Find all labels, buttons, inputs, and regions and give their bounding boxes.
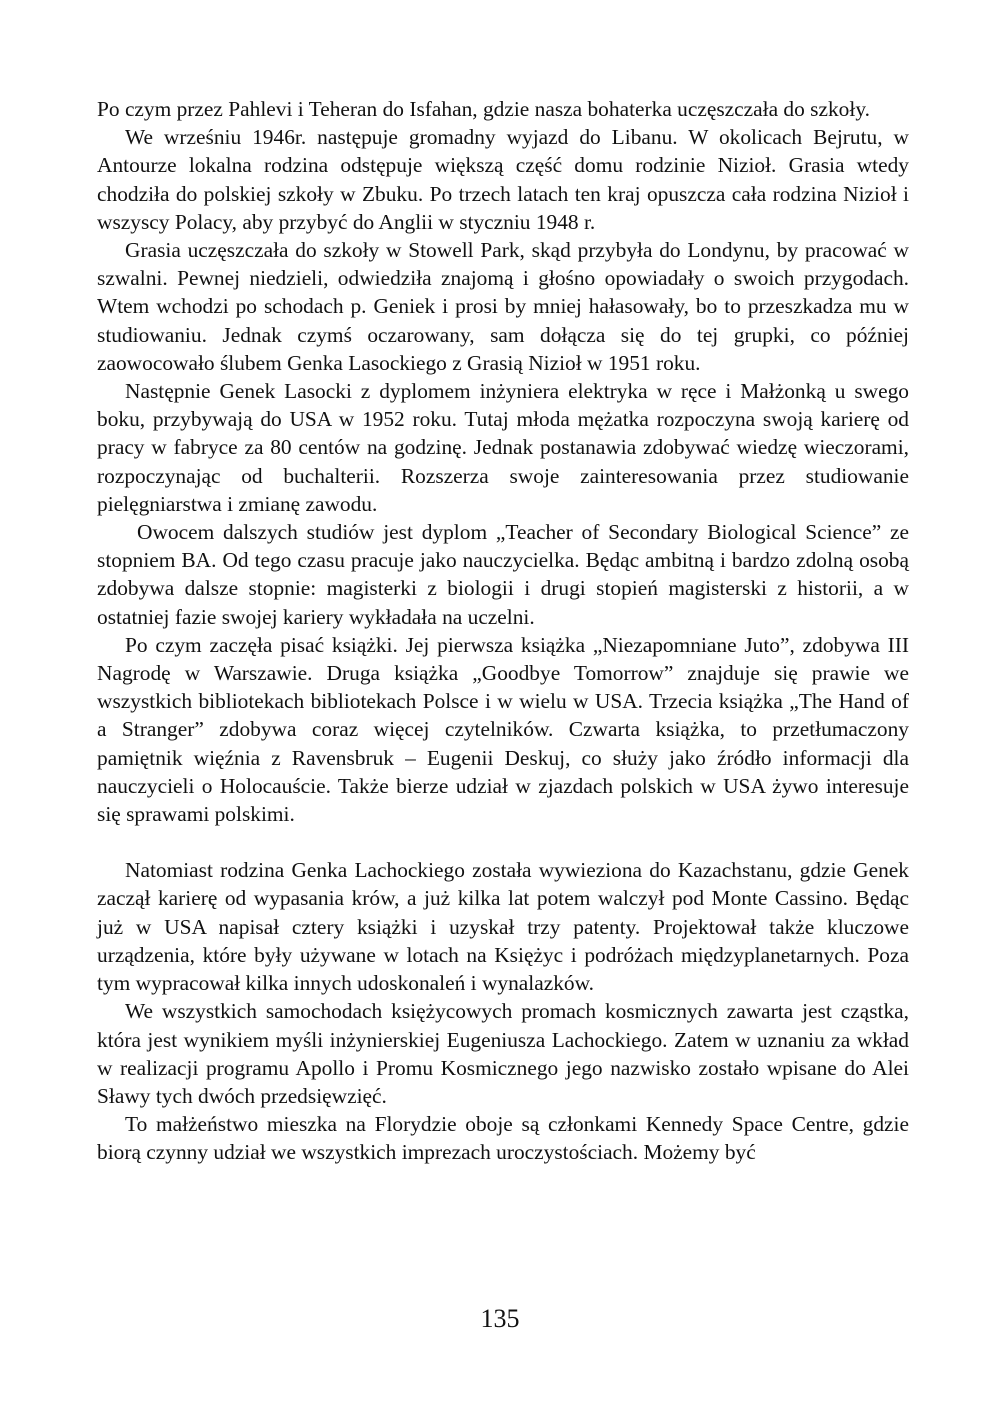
paragraph-usa-arrival: Następnie Genek Lasocki z dyplomem inżyniera elektryka w ręce i Małżonką u swego boku, przybywają do USA w 1952 roku. Tutaj młoda mężatka rozpoczyna swoją karierę od pracy w fabryce za 80 centów na godzinę. Jednak postanawia zdobywać wiedzę wieczorami, rozpoczynając od buchalterii. Rozszerza swoje zainteresowania przez studiowanie pielęgniarstwa i zmianę zawodu. xyxy=(97,379,909,516)
paragraph-lebanon: We wrześniu 1946r. następuje gromadny wyjazd do Libanu. W okolicach Bejrutu, w Antourze lokalna rodzina odstępuje większą część domu rodzinie Nizioł. Grasia wtedy chodziła do polskiej szkoły w Zbuku. Po trzech latach ten kraj opuszcza cała rodzina Nizioł i wszyscy Polacy, aby przybyć do Anglii w styczniu 1948 r. xyxy=(97,125,909,234)
paragraph-gap xyxy=(97,828,909,856)
paragraph-lachocki-family: Natomiast rodzina Genka Lachockiego została wywieziona do Kazachstanu, gdzie Genek zaczął karierę od wypasania krów, a już kilka lat potem walczył pod Monte Cassino. Będąc już w USA napisał cztery książki i uzyskał trzy patenty. Projektował także kluczowe urządzenia, które były używane w lotach na Księżyc i podróżach międzyplanetarnych. Poza tym wypracował kilka innych udoskonaleń i wynalazków. xyxy=(97,858,909,996)
paragraph-florida: To małżeństwo mieszka na Florydzie oboje są członkami Kennedy Space Centre, gdzie biorą czynny udział we wszystkich imprezach uroczystościach. Możemy być xyxy=(97,1112,909,1165)
paragraph-apollo: We wszystkich samochodach księżycowych promach kosmicznych zawarta jest cząstka, która jest wynikiem myśli inżynierskiej Eugeniusza Lachockiego. Zatem w uznaniu za wkład w realizacji programu Apollo i Promu Kosmicznego jego nazwisko zostało wpisane do Alei Sławy tych dwóch przedsięwzięć. xyxy=(97,999,909,1108)
paragraph-isfahan: Po czym przez Pahlevi i Teheran do Isfahan, gdzie nasza bohaterka uczęszczała do szkoły. xyxy=(97,97,870,121)
paragraph-books: Po czym zaczęła pisać książki. Jej pierwsza książka „Niezapomniane Juto”, zdobywa III Nagrodę w Warszawie. Druga książka „Goodbye Tomorrow” znajduje się prawie we wszystkich bibliotekach bibliotekach Polsce i w wielu w USA. Trzecia książka „The Hand of a Stranger” zdobywa coraz więcej czytelników. Czwarta książka, to przetłumaczony pamiętnik więźnia z Ravensbruk – Eugenii Deskuj, co służy jako źródło informacji dla nauczycieli o Holocauście. Także bierze udział w zjazdach polskich w USA żywo interesuje się sprawami polskimi. xyxy=(97,632,909,827)
page-body xyxy=(97,95,909,1167)
page-number: 135 xyxy=(480,1304,520,1333)
paragraph-london: Grasia uczęszczała do szkoły w Stowell Park, skąd przybyła do Londynu, by pracować w szwalni. Pewnej niedzieli, odwiedziła znajomą i głośno opowiadały o swoich przygodach. Wtem wchodzi po schodach p. Geniek i prosi by mniej hałasowały, bo to przeszkadza mu w studiowaniu. Jednak czymś oczarowany, sam dołącza się do tej grupki, co później zaowocowało ślubem Genka Lasockiego z Grasią Nizioł w 1951 roku. xyxy=(97,238,909,375)
paragraph-studies: Owocem dalszych studiów jest dyplom „Teacher of Secondary Biological Science” ze stopniem BA. Od tego czasu pracuje jako nauczycielka. Będąc ambitną i bardzo zdolną osobą zdobywa dalsze stopnie: magisterki z biologii i drugi stopień magisterski z historii, a w ostatniej fazie swojej kariery wykładała na uczelni. xyxy=(97,520,909,629)
